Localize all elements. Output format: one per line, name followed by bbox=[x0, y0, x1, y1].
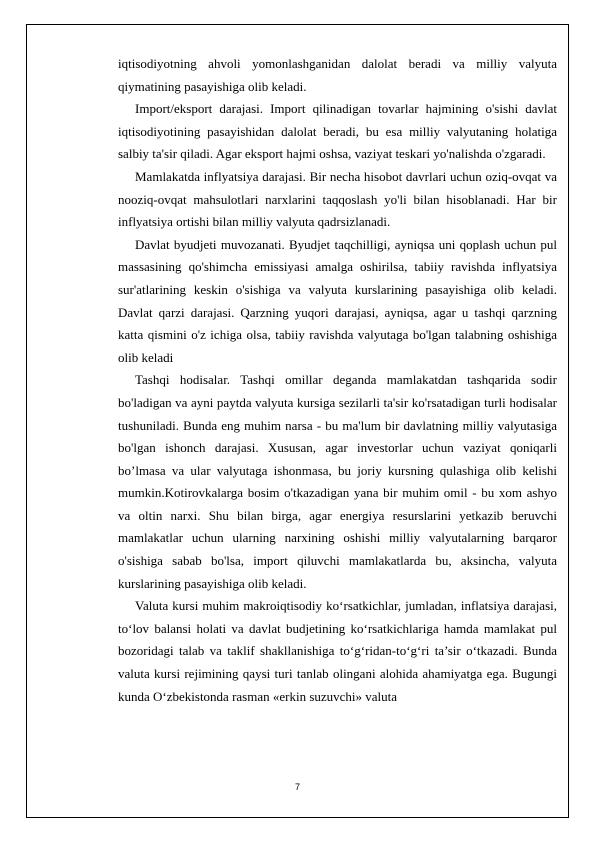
page-number: 7 bbox=[294, 782, 300, 792]
document-body bbox=[118, 53, 557, 708]
paragraph-inflation: Mamlakatda inflyatsiya darajasi. Bir necha hisobot davrlari uchun oziq-ovqat va nooziq-ovqat mahsulotlari narxlarini taqqoslash yo'li bilan hisoblanadi. Har bir inflyatsiya ortishi bilan milliy valyuta qadrsizlanadi. bbox=[118, 168, 557, 230]
paragraph-continuation: iqtisodiyotning ahvoli yomonlashganidan dalolat beradi va milliy valyuta qiymatining pasayishiga olib keladi. bbox=[118, 56, 557, 94]
paragraph-exchange-rate: Valuta kursi muhim makroiqtisodiy ko‘rsatkichlar, jumladan, inflatsiya darajasi, to‘lov balansi holati va davlat budjetining ko‘rsatkichlariga hamda mamlakat pul bozoridagi talab va taklif shakllanishiga to‘g‘ridan-to‘g‘ri ta’sir o‘tkazadi. Bunda valuta kursi rejimining qaysi turi tanlab olingani alohida ahamiyatga ega. Bugungi kunda O‘zbekistonda rasman «erkin suzuvchi» valuta bbox=[118, 598, 557, 704]
paragraph-external-events: Tashqi hodisalar. Tashqi omillar deganda mamlakatdan tashqarida sodir bo'ladigan va ayni paytda valyuta kursiga sezilarli ta'sir ko'rsatadigan turli hodisalar tushuniladi. Bunda eng muhim narsa - bu ma'lum bir davlatning milliy valyutasiga bo'lgan ishonch darajasi. Xususan, agar investorlar uchun vaziyat qoniqarli bo’lmasa va ular valyutaga ishonmasa, bu joriy kursning qulashiga olib kelishi mumkin.Kotirovkalarga bosim o'tkazadigan yana bir muhim omil - bu xom ashyo va oltin narxi. Shu bilan birga, agar energiya resurslarini yetkazib beruvchi mamlakatlar uchun ularning narxining oshishi milliy valyutalarning barqaror o'sishiga sabab bo'lsa, import qiluvchi mamlakatlarda bu, aksincha, valyuta kurslarining pasayishiga olib keladi. bbox=[118, 372, 557, 591]
paragraph-import-export: Import/eksport darajasi. Import qilinadigan tovarlar hajmining o'sishi davlat iqtisodiyotining pasayishidan dalolat beradi, bu esa milliy valyutaning holatiga salbiy ta'sir qiladi. Agar eksport hajmi oshsa, vaziyat teskari yo'nalishda o'zgaradi. bbox=[118, 101, 557, 162]
paragraph-budget-balance: Davlat byudjeti muvozanati. Byudjet taqchilligi, ayniqsa uni qoplash uchun pul massasining qo'shimcha emissiyasi amalga oshirilsa, tabiiy ravishda inflyatsiya sur'atlarining keskin o'sishiga va valyuta kurslarining pasayishiga olib keladi. Davlat qarzi darajasi. Qarzning yuqori darajasi, ayniqsa, agar u tashqi qarzning katta qismini o'z ichiga olsa, tabiiy ravishda valyutaga bo'lgan talabning oshishiga olib keladi bbox=[118, 236, 557, 365]
